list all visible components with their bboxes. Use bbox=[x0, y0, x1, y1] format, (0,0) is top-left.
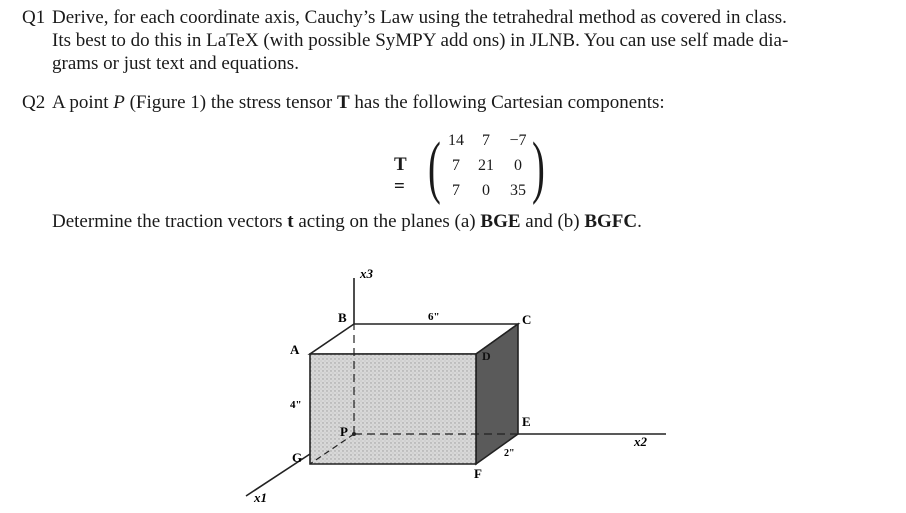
vertex-g-label: G bbox=[292, 450, 303, 465]
det-text-b: acting on the planes (a) bbox=[298, 211, 476, 232]
vertex-b-label: B bbox=[338, 310, 347, 325]
box-figure bbox=[226, 258, 686, 510]
q1-line1: Derive, for each coordinate axis, Cauchy’s Law using the tetrahedral method as covered in class. bbox=[52, 7, 787, 28]
determine-line bbox=[52, 211, 642, 233]
matrix-cell: −7 bbox=[509, 132, 527, 149]
matrix-cell: 0 bbox=[482, 182, 490, 199]
det-text-a: Determine the traction vectors bbox=[52, 211, 283, 232]
q2-tensor: T bbox=[336, 92, 350, 113]
vertex-a-label: A bbox=[290, 342, 300, 357]
q2-number: Q2 bbox=[22, 92, 46, 113]
vertex-c-label: C bbox=[522, 312, 532, 327]
dim-top-label: 6" bbox=[428, 311, 440, 323]
vertex-d-label: D bbox=[482, 349, 491, 363]
matrix-cell: 7 bbox=[482, 132, 490, 149]
q2-text-a: A point bbox=[52, 92, 109, 113]
question-1 bbox=[22, 6, 892, 75]
x3-label: x3 bbox=[360, 266, 373, 281]
matrix-label: T = bbox=[394, 154, 407, 197]
q2-point: P bbox=[113, 92, 125, 113]
matrix-cell: 21 bbox=[478, 157, 494, 174]
q1-number: Q1 bbox=[22, 7, 46, 28]
matrix-cell: 35 bbox=[510, 182, 526, 199]
matrix-cell: 14 bbox=[448, 132, 464, 149]
x2-label: x2 bbox=[634, 434, 647, 449]
x1-label: x1 bbox=[254, 490, 267, 505]
q1-line2: Its best to do this in LaTeX (with possible SyMPY add ons) in JLNB. You can use self made dia- bbox=[52, 30, 789, 51]
q2-text-b: (Figure 1) the stress tensor bbox=[129, 92, 333, 113]
det-end: . bbox=[637, 211, 642, 232]
det-t: t bbox=[287, 211, 294, 232]
q2-text-c: has the following Cartesian components: bbox=[354, 92, 665, 113]
vertex-e-label: E bbox=[522, 414, 531, 429]
question-2 bbox=[22, 91, 665, 114]
matrix-cell: 7 bbox=[452, 157, 460, 174]
vertex-f-label: F bbox=[474, 466, 482, 481]
dim-left-label: 4" bbox=[290, 399, 302, 411]
matrix-cell: 0 bbox=[514, 157, 522, 174]
det-plane-a: BGE bbox=[480, 211, 521, 232]
q1-line3: grams or just text and equations. bbox=[52, 53, 299, 74]
det-plane-b: BGFC bbox=[584, 211, 638, 232]
dim-depth-label: 2" bbox=[504, 448, 515, 459]
matrix-right-paren: ) bbox=[532, 129, 545, 206]
det-text-c: and (b) bbox=[525, 211, 580, 232]
point-p-label: P bbox=[340, 424, 348, 439]
matrix-left-paren: ( bbox=[428, 129, 441, 206]
matrix-cell: 7 bbox=[452, 182, 460, 199]
point-p-marker bbox=[352, 432, 356, 436]
